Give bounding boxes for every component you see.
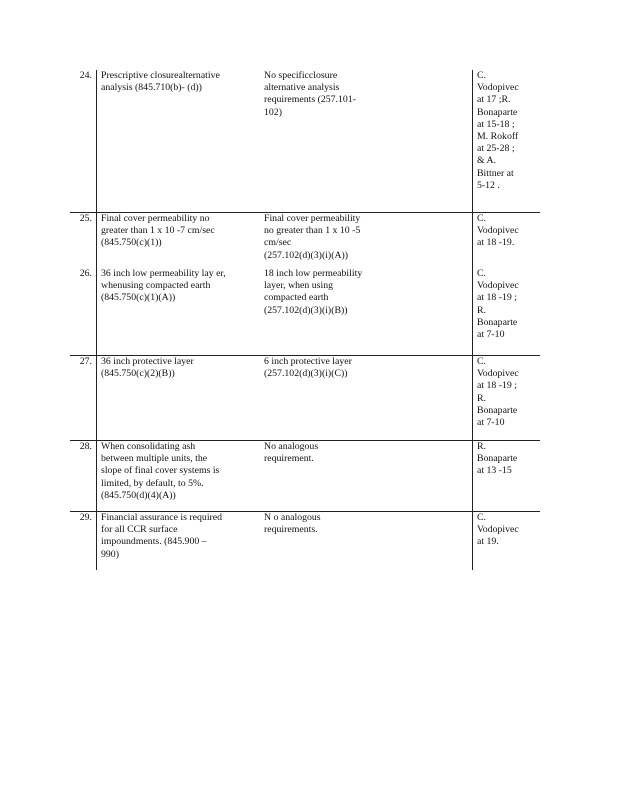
table-row — [70, 70, 540, 212]
federal-rule-cell: N o analogous requirements. — [264, 512, 321, 536]
testimony-cell: C. Vodopivec at 18 -19 ; R. Bonaparte at 7-10 — [472, 356, 540, 440]
table-row — [70, 212, 540, 355]
state-rule-cell: Prescriptive closurealternative analysis (845.710(b)- (d)) — [96, 70, 262, 212]
state-rule-cell: When consolidating ash between multiple units, the slope of final cover systems is limited, by default, to 5%. (845.750(d)(4)(A)) — [96, 441, 262, 511]
state-rule-cell: Final cover permeability no greater than 1 x 10 -7 cm/sec (845.750(c)(1)) 36 inch low permeability lay er, whenusing compacted earth (845.750(c)(1)(A)) — [96, 213, 262, 355]
federal-rule-cell: Final cover permeability no greater than 1 x 10 -5 cm/sec (257.102(d)(3)(i)(A)) 18 inch low permeability layer, when using compacted earth (257.102(d)(3)(i)(B)) — [264, 213, 363, 316]
row-number: 29. — [79, 512, 92, 523]
table-row — [70, 440, 540, 511]
testimony-cell: R. Bonaparte at 13 -15 — [472, 441, 540, 511]
row-number: 27. — [79, 356, 92, 367]
table-row — [70, 511, 540, 570]
testimony-cell: C. Vodopivec at 18 -19. C. Vodopivec at 18 -19 ; R. Bonaparte at 7-10 — [472, 213, 540, 355]
state-rule-cell: 36 inch protective layer (845.750(c)(2)(B)) — [96, 356, 262, 440]
table-row — [70, 355, 540, 440]
federal-rule-cell: No specificclosure alternative analysis requirements (257.101- 102) — [264, 70, 356, 118]
row-number: 24. — [79, 70, 92, 81]
row-number: 25. 26. — [79, 213, 92, 279]
testimony-cell: C. Vodopivec at 17 ;R. Bonaparte at 15-18 ; M. Rokoff at 25-28 ; & A. Bittner at 5-12 . — [472, 70, 540, 212]
federal-rule-cell: No analogous requirement. — [264, 441, 319, 465]
testimony-cell: C. Vodopivec at 19. — [472, 512, 540, 570]
federal-rule-cell: 6 inch protective layer (257.102(d)(3)(i)(C)) — [264, 356, 352, 380]
comparison-table — [70, 70, 540, 570]
row-number: 28. — [79, 441, 92, 452]
state-rule-cell: Financial assurance is required for all CCR surface impoundments. (845.900 – 990) — [96, 512, 262, 570]
